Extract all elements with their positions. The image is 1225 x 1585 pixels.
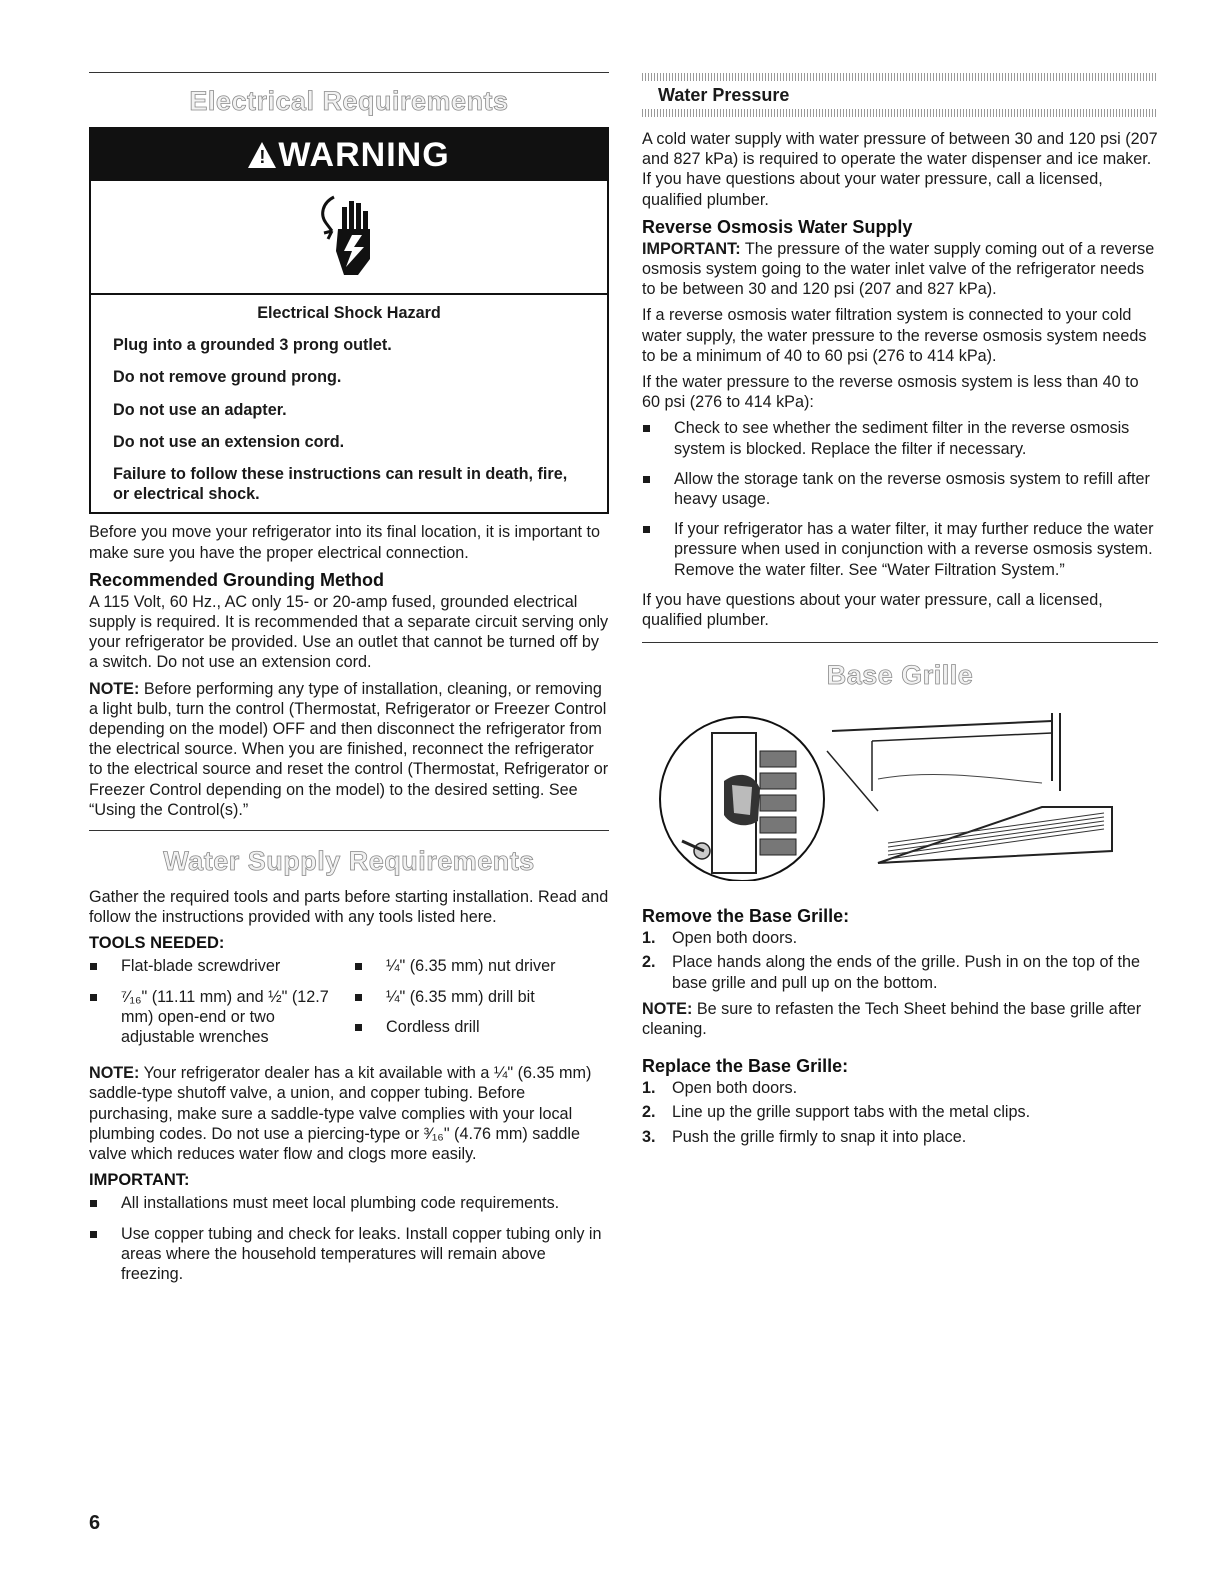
tool-item: Cordless drill [354, 1017, 609, 1037]
electrical-title: Electrical Requirements [189, 86, 509, 116]
water-supply-note [89, 1063, 609, 1164]
ro-list [642, 418, 1158, 579]
water-pressure-title: Water Pressure [658, 85, 790, 105]
electrical-intro: Before you move your refrigerator into its final location, it is important to make sure you have the proper electrical connection. [89, 523, 601, 562]
grounding-heading: Recommended Grounding Method [89, 569, 384, 590]
base-grille-note [642, 999, 1158, 1039]
tools-column-2 [344, 956, 609, 1057]
base-grille-title: Base Grille [826, 660, 974, 691]
tools-heading: TOOLS NEEDED: [89, 934, 225, 953]
warning-box [89, 127, 609, 514]
ro-important [642, 239, 1158, 300]
warning-triangle-icon: ! [248, 142, 276, 168]
water-supply-intro: Gather the required tools and parts before starting installation. Read and follow the instructions provided with any tools listed here. [89, 888, 609, 927]
water-pressure-closing: If you have questions about your water pressure, call a licensed, qualified plumber. [642, 590, 1103, 630]
note-text: Before performing any type of installation, cleaning, or removing a light bulb, turn the control (Thermostat, Refrigerator or Freezer Control depending on the model) OFF and then disconnect the refrigerator from the electrical source. When you are finished, reconnect the refrigerator to the electrical source and reset the control (Thermostat, Refrigerator or Freezer Control depending on the model) to the desired setting. See “Using the Control(s).” [89, 679, 609, 819]
important-list [89, 1193, 609, 1284]
note-text: Your refrigerator dealer has a kit available with a ¼" (6.35 mm) saddle-type shutoff valve, a union, and copper tubing. Before purchasing, make sure a saddle-type valve complies with your local plumbing codes. Do not use a piercing-type or ³⁄₁₆" (4.76 mm) saddle valve which reduces water flow and clogs more easily. [89, 1064, 592, 1164]
warning-line: Do not use an extension cord. [113, 432, 345, 451]
ro-heading: Reverse Osmosis Water Supply [642, 216, 913, 237]
base-grille-illustration [642, 711, 1158, 881]
ro-text: If the water pressure to the reverse osmosis system is less than 40 to 60 psi (276 to 414 kPa): [642, 373, 1139, 412]
warning-label: WARNING [278, 135, 450, 174]
page-number: 6 [89, 1512, 101, 1534]
replace-step: 1. Open both doors. [642, 1079, 798, 1098]
ro-item: Allow the storage tank on the reverse osmosis system to refill after heavy usage. [642, 469, 1158, 509]
section-divider [89, 72, 609, 73]
ro-item: Check to see whether the sediment filter in the reverse osmosis system is blocked. Replace the filter if necessary. [642, 418, 1158, 458]
tool-item: Flat-blade screwdriver [89, 956, 344, 976]
grounding-text: A 115 Volt, 60 Hz., AC only 15- or 20-amp fused, grounded electrical supply is required. It is recommended that a separate circuit serving only your refrigerator be provided. Use an outlet that cannot be turned off by a switch. Do not use an extension cord. [89, 592, 609, 672]
warning-line: Do not use an adapter. [113, 400, 287, 419]
remove-steps [642, 928, 1158, 993]
replace-heading: Replace the Base Grille: [642, 1056, 849, 1077]
tools-column-1 [89, 956, 344, 1057]
warning-body [91, 295, 607, 512]
electrical-note [89, 679, 609, 820]
shock-hazard-icon [91, 181, 607, 295]
important-heading: IMPORTANT: [89, 1171, 190, 1190]
tool-item: ¼" (6.35 mm) drill bit [354, 987, 609, 1007]
important-text: The pressure of the water supply coming out of a reverse osmosis system going to the water inlet valve of the refrigerator needs to be between 30 and 120 psi (207 and 827 kPa). [642, 239, 1155, 299]
remove-heading: Remove the Base Grille: [642, 906, 850, 927]
section-divider [89, 830, 609, 831]
remove-step: 1. Open both doors. [642, 929, 798, 948]
note-label: NOTE: [89, 679, 140, 698]
water-pressure-text: A cold water supply with water pressure of between 30 and 120 psi (207 and 827 kPa) is required to operate the water dispenser and ice maker. If you have questions about your water pressure, call a licensed, qualified plumber. [642, 130, 1158, 209]
note-label: NOTE: [642, 999, 693, 1018]
warning-line: Failure to follow these instructions can result in death, fire, or electrical shock. [113, 465, 568, 504]
replace-step: 3. Push the grille firmly to snap it into place. [642, 1127, 967, 1146]
warning-line: Plug into a grounded 3 prong outlet. [113, 336, 392, 355]
water-supply-title: Water Supply Requirements [163, 846, 535, 877]
important-item: All installations must meet local plumbing code requirements. [89, 1193, 609, 1213]
right-column [642, 60, 1158, 1153]
warning-line: Do not remove ground prong. [113, 368, 342, 387]
ro-item: If your refrigerator has a water filter, it may further reduce the water pressure when used in conjunction with a reverse osmosis system. Remove the water filter. See “Water Filtration System.” [642, 519, 1158, 580]
ro-text: If a reverse osmosis water filtration system is connected to your cold water supply, the water pressure to the reverse osmosis system needs to be a minimum of 40 to 60 psi (276 to 414 kPa). [642, 306, 1147, 365]
remove-step: 2. Place hands along the ends of the grille. Push in on the top of the base grille and pull up on the bottom. [642, 953, 1140, 992]
replace-step: 2. Line up the grille support tabs with the metal clips. [642, 1103, 1031, 1122]
water-pressure-band [642, 73, 1158, 81]
tools-list [89, 956, 609, 1063]
replace-steps [642, 1078, 1158, 1147]
tool-item: ⁷⁄₁₆" (11.11 mm) and ½" (12.7 mm) open-end or two adjustable wrenches [89, 987, 344, 1048]
warning-header [91, 129, 607, 181]
section-divider [642, 642, 1158, 643]
water-pressure-band [642, 109, 1158, 117]
note-label: NOTE: [89, 1064, 140, 1083]
left-column [89, 60, 609, 1294]
important-item: Use copper tubing and check for leaks. Install copper tubing only in areas where the household temperatures will remain above freezing. [89, 1224, 609, 1285]
important-label: IMPORTANT: [642, 239, 741, 258]
note-text: Be sure to refasten the Tech Sheet behind the base grille after cleaning. [642, 999, 1142, 1039]
hazard-title: Electrical Shock Hazard [257, 304, 441, 322]
tool-item: ¼" (6.35 mm) nut driver [354, 956, 609, 976]
